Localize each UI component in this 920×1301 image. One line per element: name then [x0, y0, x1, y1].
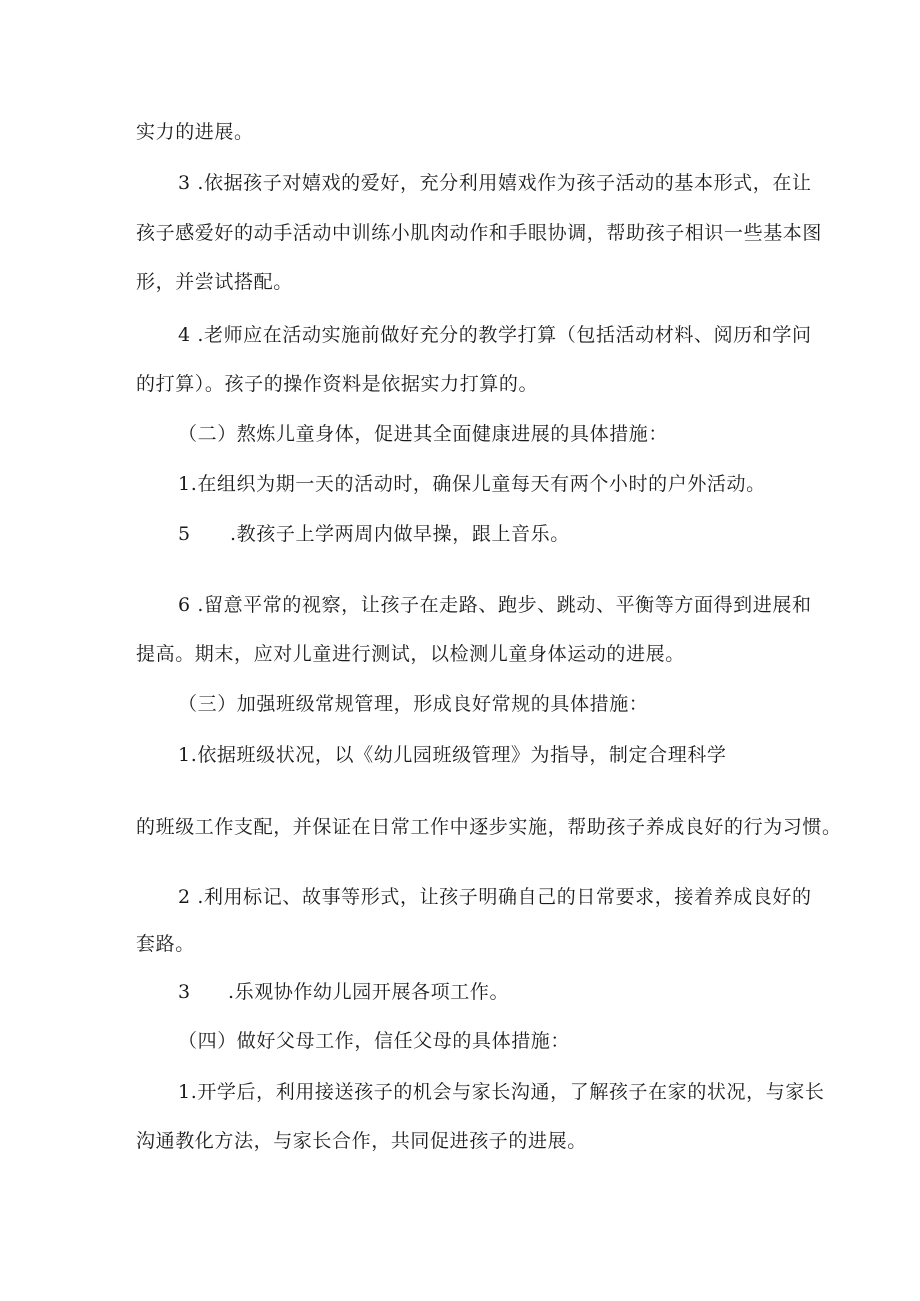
paragraph-line: 1.依据班级状况，以《幼儿园班级管理》为指导，制定合理科学 [178, 744, 727, 766]
section-heading: （四）做好父母工作，信任父母的具体措施： [178, 1030, 571, 1052]
paragraph-line: 孩子感爱好的动手活动中训练小肌肉动作和手眼协调，帮助孩子相识一些基本图 [136, 222, 823, 244]
paragraph-line: 套路。 [136, 933, 195, 955]
paragraph-line: 1.在组织为期一天的活动时，确保儿童每天有两个小时的户外活动。 [178, 473, 766, 495]
paragraph-line: 实力的进展。 [136, 121, 254, 143]
list-number: 5 [178, 523, 191, 545]
paragraph-line: 2 .利用标记、故事等形式，让孩子明确自己的日常要求，接着养成良好的 [178, 886, 812, 908]
paragraph-line: .乐观协作幼儿园开展各项工作。 [228, 981, 510, 1003]
paragraph-line: 6 .留意平常的视察，让孩子在走路、跑步、跳动、平衡等方面得到进展和 [178, 594, 812, 616]
list-number: 3 [178, 981, 191, 1003]
section-heading: （三）加强班级常规管理，形成良好常规的具体措施： [178, 693, 649, 715]
paragraph-line: 提高。期末，应对儿童进行测试，以检测儿童身体运动的进展。 [136, 643, 685, 665]
paragraph-line: 3 .依据孩子对嬉戏的爱好，充分利用嬉戏作为孩子活动的基本形式，在让 [178, 172, 812, 194]
paragraph-line: 4 .老师应在活动实施前做好充分的教学打算（包括活动材料、阅历和学问 [178, 324, 812, 346]
paragraph-line: .教孩子上学两周内做早操，跟上音乐。 [230, 523, 570, 545]
section-heading: （二）熬炼儿童身体，促进其全面健康进展的具体措施： [178, 423, 669, 445]
paragraph-line: 形，并尝试搭配。 [136, 271, 293, 293]
paragraph-line: 1.开学后，利用接送孩子的机会与家长沟通，了解孩子在家的状况，与家长 [178, 1081, 825, 1103]
paragraph-line: 的班级工作支配，并保证在日常工作中逐步实施，帮助孩子养成良好的行为习惯。 [136, 816, 842, 838]
paragraph-line: 的打算）。孩子的操作资料是依据实力打算的。 [136, 373, 539, 395]
paragraph-line: 沟通教化方法，与家长合作，共同促进孩子的进展。 [136, 1130, 587, 1152]
